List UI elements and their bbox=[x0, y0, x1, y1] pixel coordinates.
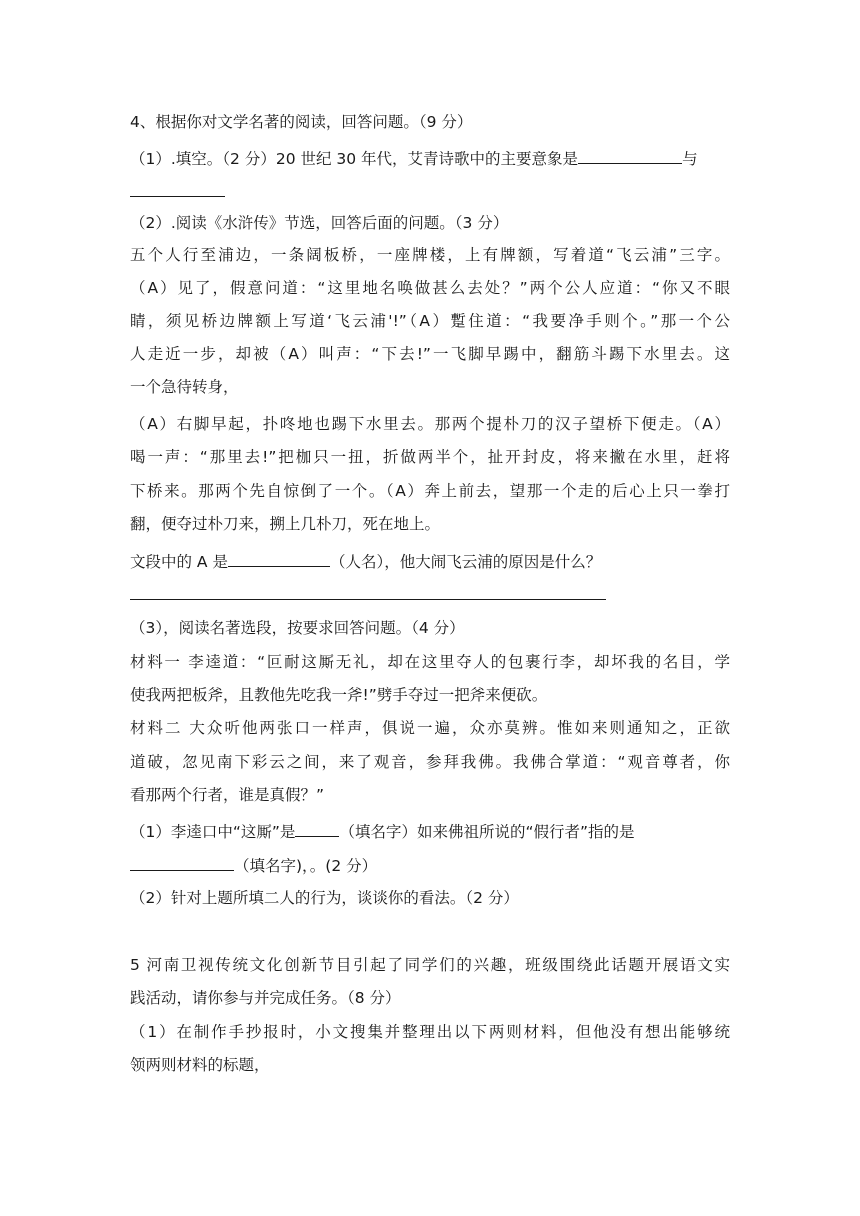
answer-blank-zhesi[interactable] bbox=[295, 820, 339, 837]
passage-line: 翻，便夺过朴刀来，搠上几朴刀，死在地上。 bbox=[130, 515, 441, 533]
q5-task-line: （1）在制作手抄报时，小文搜集并整理出以下两则材料，但他没有想出能够统 bbox=[130, 1023, 730, 1041]
q4-title: 4、根据你对文学名著的阅读，回答问题。（9 分） bbox=[130, 113, 473, 131]
q4-p2-question-tail: （人名），他大闹飞云浦的原因是什么？ bbox=[329, 553, 602, 571]
passage-line: 下桥来。那两个先自惊倒了一个。（A）奔上前去，望那一个走的后心上只一拳打 bbox=[130, 482, 730, 500]
passage-line: 喝一声：“那里去!”把枷只一扭，折做两半个，扯开封皮，将来撇在水里，赶将 bbox=[130, 448, 730, 466]
q5-task-line: 领两则材料的标题， bbox=[130, 1056, 270, 1074]
answer-blank-fake-monkey[interactable] bbox=[130, 854, 234, 871]
q5-title-line: 5 河南卫视传统文化创新节目引起了同学们的兴趣，班级围绕此话题开展语文实 bbox=[130, 956, 730, 974]
q4-p1-line bbox=[130, 147, 730, 169]
q4-p2-question-text: 文段中的 A 是 bbox=[130, 553, 228, 571]
passage-line: （A）见了，假意问道：“这里地名唤做甚么去处？”两个公人应道：“你又不眼 bbox=[130, 279, 730, 297]
q4-sub2: （2）针对上题所填二人的行为，谈谈你的看法。（2 分） bbox=[130, 889, 519, 907]
answer-blank-image-1[interactable] bbox=[578, 147, 682, 164]
material-line: 材料二 大众听他两张口一样声，俱说一遍，众亦莫辨。惟如来则通知之，正欲 bbox=[130, 719, 730, 737]
q5-title-line: 践活动，请你参与并完成任务。（8 分） bbox=[130, 989, 401, 1007]
q4-sub1-line bbox=[130, 820, 730, 842]
material-line: 看那两个行者，谁是真假？” bbox=[130, 786, 325, 804]
answer-line-reason[interactable] bbox=[130, 599, 606, 600]
passage-line: （A）右脚早起，扑咚地也踢下水里去。那两个提朴刀的汉子望桥下便走。（A） bbox=[130, 415, 730, 433]
passage-line: 一个急待转身， bbox=[130, 378, 239, 396]
q4-sub1-text: （1）李逵口中“这厮”是 bbox=[130, 823, 296, 841]
q4-p1-text: （1）.填空。（2 分）20 世纪 30 年代，艾青诗歌中的主要意象是 bbox=[130, 150, 579, 168]
q4-p2-heading: （2）.阅读《水浒传》节选，回答后面的问题。（3 分） bbox=[130, 214, 509, 232]
passage-line: 睛，须见桥边牌额上写道‘飞云浦'!”（A）蹔住道：“我要净手则个。”那一个公 bbox=[130, 312, 730, 330]
material-line: 使我两把板斧，且教他先吃我一斧!”劈手夺过一把斧来便砍。 bbox=[130, 686, 548, 704]
material-line: 道破，忽见南下彩云之间，来了观音，参拜我佛。我佛合掌道：“观音尊者，你 bbox=[130, 753, 730, 771]
q4-p3-heading: （3），阅读名著选段，按要求回答问题。（4 分） bbox=[130, 619, 465, 637]
answer-blank-name[interactable] bbox=[228, 550, 330, 567]
material-line: 材料一 李逵道：“叵耐这厮无礼，却在这里夺人的包裹行李，却坏我的名目，学 bbox=[130, 653, 730, 671]
q4-sub1-middle: （填名字）如来佛祖所说的“假行者”指的是 bbox=[339, 823, 635, 841]
passage-line: 五个人行至浦边，一条阔板桥，一座牌楼，上有牌额，写着道“飞云浦”三字。 bbox=[130, 246, 730, 264]
q4-p1-and: 与 bbox=[682, 150, 698, 168]
q4-sub1-line2 bbox=[130, 854, 730, 876]
q4-p2-question bbox=[130, 550, 730, 572]
answer-blank-image-2[interactable] bbox=[130, 196, 225, 197]
q4-sub1-tail: （填名字)，。(2 分） bbox=[234, 857, 378, 875]
passage-line: 人走近一步，却被（A）叫声：“下去!”一飞脚早踢中，翻筋斗踢下水里去。这 bbox=[130, 345, 730, 363]
